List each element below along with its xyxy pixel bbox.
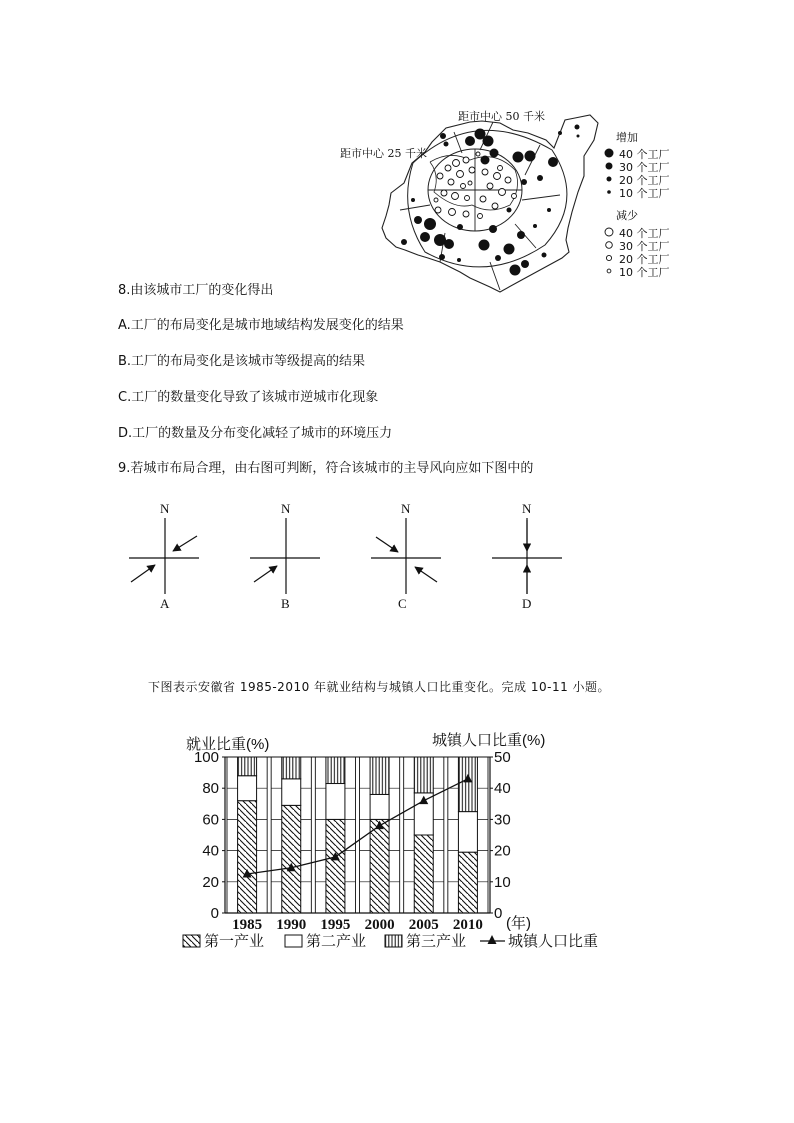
legend-decrease-30: 30 个工厂 (619, 240, 670, 253)
y-tick-label-right: 20 (494, 842, 511, 860)
compass-diagrams (110, 495, 580, 620)
x-tick-label: 2000 (364, 917, 395, 933)
y-tick-label-left: 40 (202, 842, 219, 860)
bar-tertiary-industry (326, 757, 345, 784)
bar-secondary-industry (238, 776, 257, 801)
question-8-option-a[interactable]: A.工厂的布局变化是城市地域结构发展变化的结果 (118, 318, 404, 333)
bar-tertiary-industry (414, 757, 433, 793)
legend-decrease-40: 40 个工厂 (619, 227, 670, 240)
y-tick-label-right: 0 (494, 905, 503, 922)
compass-d-option-label: D (522, 596, 532, 611)
legend-increase-40: 40 个工厂 (619, 148, 670, 161)
compass-c[interactable] (371, 518, 441, 594)
y-tick-label-left: 20 (202, 873, 219, 891)
legend-increase-20: 20 个工厂 (619, 174, 670, 187)
compass-b-north-label: N (281, 501, 291, 516)
bar-tertiary-industry (238, 757, 257, 776)
y-tick-label-left: 80 (202, 780, 219, 798)
y-tick-label-right: 40 (494, 780, 511, 798)
legend-decrease-title: 减少 (616, 209, 638, 222)
chart-intro-text: 下图表示安徽省 1985-2010 年就业结构与城镇人口比重变化。完成 10-11 小题。 (148, 680, 611, 694)
compass-b[interactable] (250, 518, 320, 594)
compass-a-north-label: N (160, 501, 170, 516)
y-axis-left-title: 就业比重(%) (186, 736, 270, 753)
legend-increase-10: 10 个工厂 (619, 187, 670, 200)
bar-primary-industry (238, 801, 257, 913)
bar-tertiary-industry (370, 757, 389, 794)
legend-label-tertiary: 第三产业 (406, 933, 467, 950)
compass-c-option-label: C (398, 596, 407, 611)
bar-primary-industry (370, 819, 389, 913)
legend-swatch-tertiary (385, 935, 402, 947)
question-8-option-b[interactable]: B.工厂的布局变化是该城市等级提高的结果 (118, 354, 366, 369)
bar-tertiary-industry (282, 757, 301, 779)
legend-increase-title: 增加 (616, 131, 638, 144)
bar-tertiary-industry (458, 757, 477, 812)
x-tick-label: 1995 (320, 917, 351, 933)
compass-d-north-label: N (522, 501, 532, 516)
bar-secondary-industry (326, 784, 345, 820)
legend-decrease-20: 20 个工厂 (619, 253, 670, 266)
compass-d[interactable] (492, 518, 562, 594)
bar-primary-industry (458, 852, 477, 913)
y-tick-label-right: 10 (494, 873, 511, 891)
legend-label-secondary: 第二产业 (306, 933, 367, 950)
compass-a-option-label: A (160, 596, 170, 611)
bar-secondary-industry (370, 794, 389, 819)
x-unit-label: (年) (506, 915, 531, 932)
bar-primary-industry (414, 835, 433, 913)
x-tick-label: 1985 (232, 917, 263, 933)
question-8-stem: 8.由该城市工厂的变化得出 (118, 283, 274, 298)
x-tick-label: 2005 (408, 917, 439, 933)
y-axis-right-title: 城镇人口比重(%) (432, 732, 546, 749)
x-tick-label: 2010 (452, 917, 483, 933)
bar-secondary-industry (282, 779, 301, 806)
employment-urbanization-chart (180, 725, 620, 960)
compass-c-north-label: N (401, 501, 411, 516)
bar-secondary-industry (458, 812, 477, 853)
compass-a[interactable] (129, 518, 199, 594)
question-9-stem: 9.若城市布局合理，由右图可判断，符合该城市的主导风向应如下图中的 (118, 461, 534, 476)
legend-label-primary: 第一产业 (204, 933, 265, 950)
map-label-25km: 距市中心 25 千米 (340, 147, 427, 160)
y-tick-label-left: 60 (202, 811, 219, 829)
legend-swatch-secondary (285, 935, 302, 947)
x-tick-label: 1990 (276, 917, 307, 933)
question-8-option-d[interactable]: D.工厂的数量及分布变化减轻了城市的环境压力 (118, 426, 393, 441)
legend-marker-urbanization (488, 935, 497, 944)
legend-swatch-primary (183, 935, 200, 947)
y-tick-label-left: 100 (193, 749, 219, 766)
question-8-option-c[interactable]: C.工厂的数量变化导致了该城市逆城市化现象 (118, 390, 379, 405)
legend-label-urbanization: 城镇人口比重 (508, 933, 599, 950)
compass-b-option-label: B (281, 596, 290, 611)
y-tick-label-left: 0 (210, 905, 219, 922)
legend-symbols (605, 149, 614, 273)
bar-primary-industry (326, 819, 345, 913)
y-tick-label-right: 30 (494, 811, 511, 829)
map-label-50km: 距市中心 50 千米 (458, 110, 545, 123)
legend-decrease-10: 10 个工厂 (619, 266, 670, 279)
y-tick-label-right: 50 (494, 749, 511, 766)
bar-primary-industry (282, 805, 301, 913)
legend-increase-30: 30 个工厂 (619, 161, 670, 174)
